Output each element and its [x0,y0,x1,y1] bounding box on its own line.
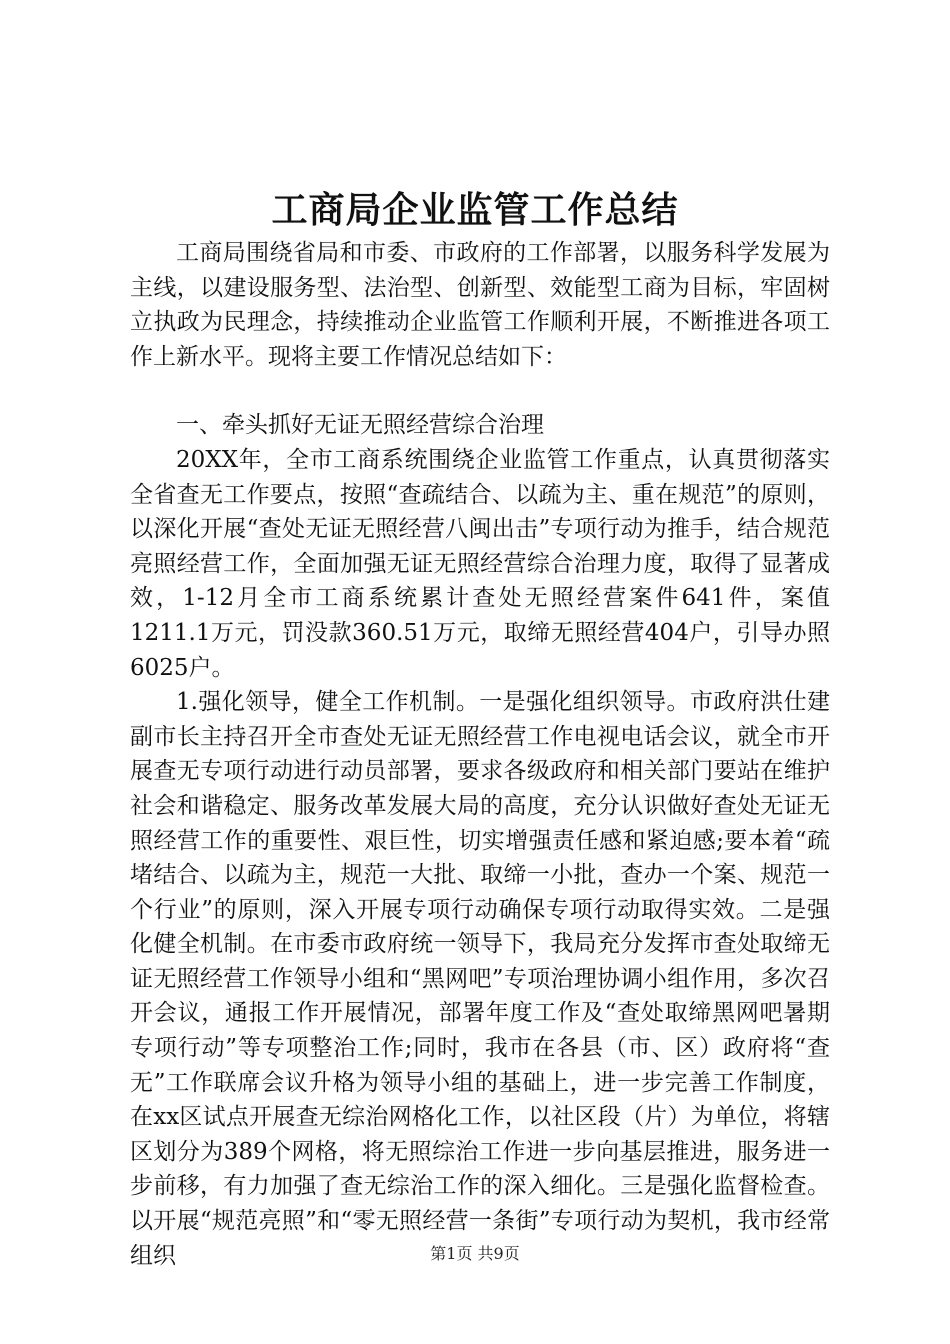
section-heading: 一、牵头抓好无证无照经营综合治理 [176,412,544,439]
document-body [130,236,830,1273]
body-paragraph: 1.强化领导，健全工作机制。一是强化组织领导。市政府洪仕建副市长主持召开全市查处无证无照经营工作电视电话会议，就全市开展查无专项行动进行动员部署，要求各级政府和相关部门要站在维护社会和谐稳定、服务改革发展大局的高度，充分认识做好查处无证无照经营工作的重要性、艰巨性，切实增强责任感和紧迫感;要本着“疏堵结合、以疏为主，规范一大批、取缔一小批，查办一个案、规范一个行业”的原则，深入开展专项行动确保专项行动取得实效。二是强化健全机制。在市委市政府统一领导下，我局充分发挥市查处取缔无证无照经营工作领导小组和“黑网吧”专项治理协调小组作用，多次召开会议，通报工作开展情况，部署年度工作及“查处取缔黑网吧暑期专项行动”等专项整治工作;同时，我市在各县（市、区）政府将“查无”工作联席会议升格为领导小组的基础上，进一步完善工作制度，在xx区试点开展查无综治网格化工作，以社区段（片）为单位，将辖区划分为389个网格，将无照综治工作进一步向基层推进，服务进一步前移，有力加强了查无综治工作的深入细化。三是强化监督检查。以开展“规范亮照”和“零无照经营一条街”专项行动为契机，我市经常组织 [130,689,830,1269]
page-number-footer: 第1页 共9页 [430,1244,520,1263]
document-title: 工商局企业监管工作总结 [271,189,679,231]
body-paragraph: 20XX年，全市工商系统围绕企业监管工作重点，认真贯彻落实全省查无工作要点，按照“查疏结合、以疏为主、重在规范”的原则，以深化开展“查处无证无照经营八闽出击”专项行动为推手，结合规范亮照经营工作，全面加强无证无照经营综合治理力度，取得了显著成效，1-12月全市工商系统累计查处无照经营案件641件，案值1211.1万元，罚没款360.51万元，取缔无照经营404户，引导办照6025户。 [130,446,830,681]
intro-paragraph: 工商局围绕省局和市委、市政府的工作部署，以服务科学发展为主线，以建设服务型、法治型、创新型、效能型工商为目标，牢固树立执政为民理念，持续推动企业监管工作顺利开展，不断推进各项工作上新水平。现将主要工作情况总结如下： [130,240,830,370]
